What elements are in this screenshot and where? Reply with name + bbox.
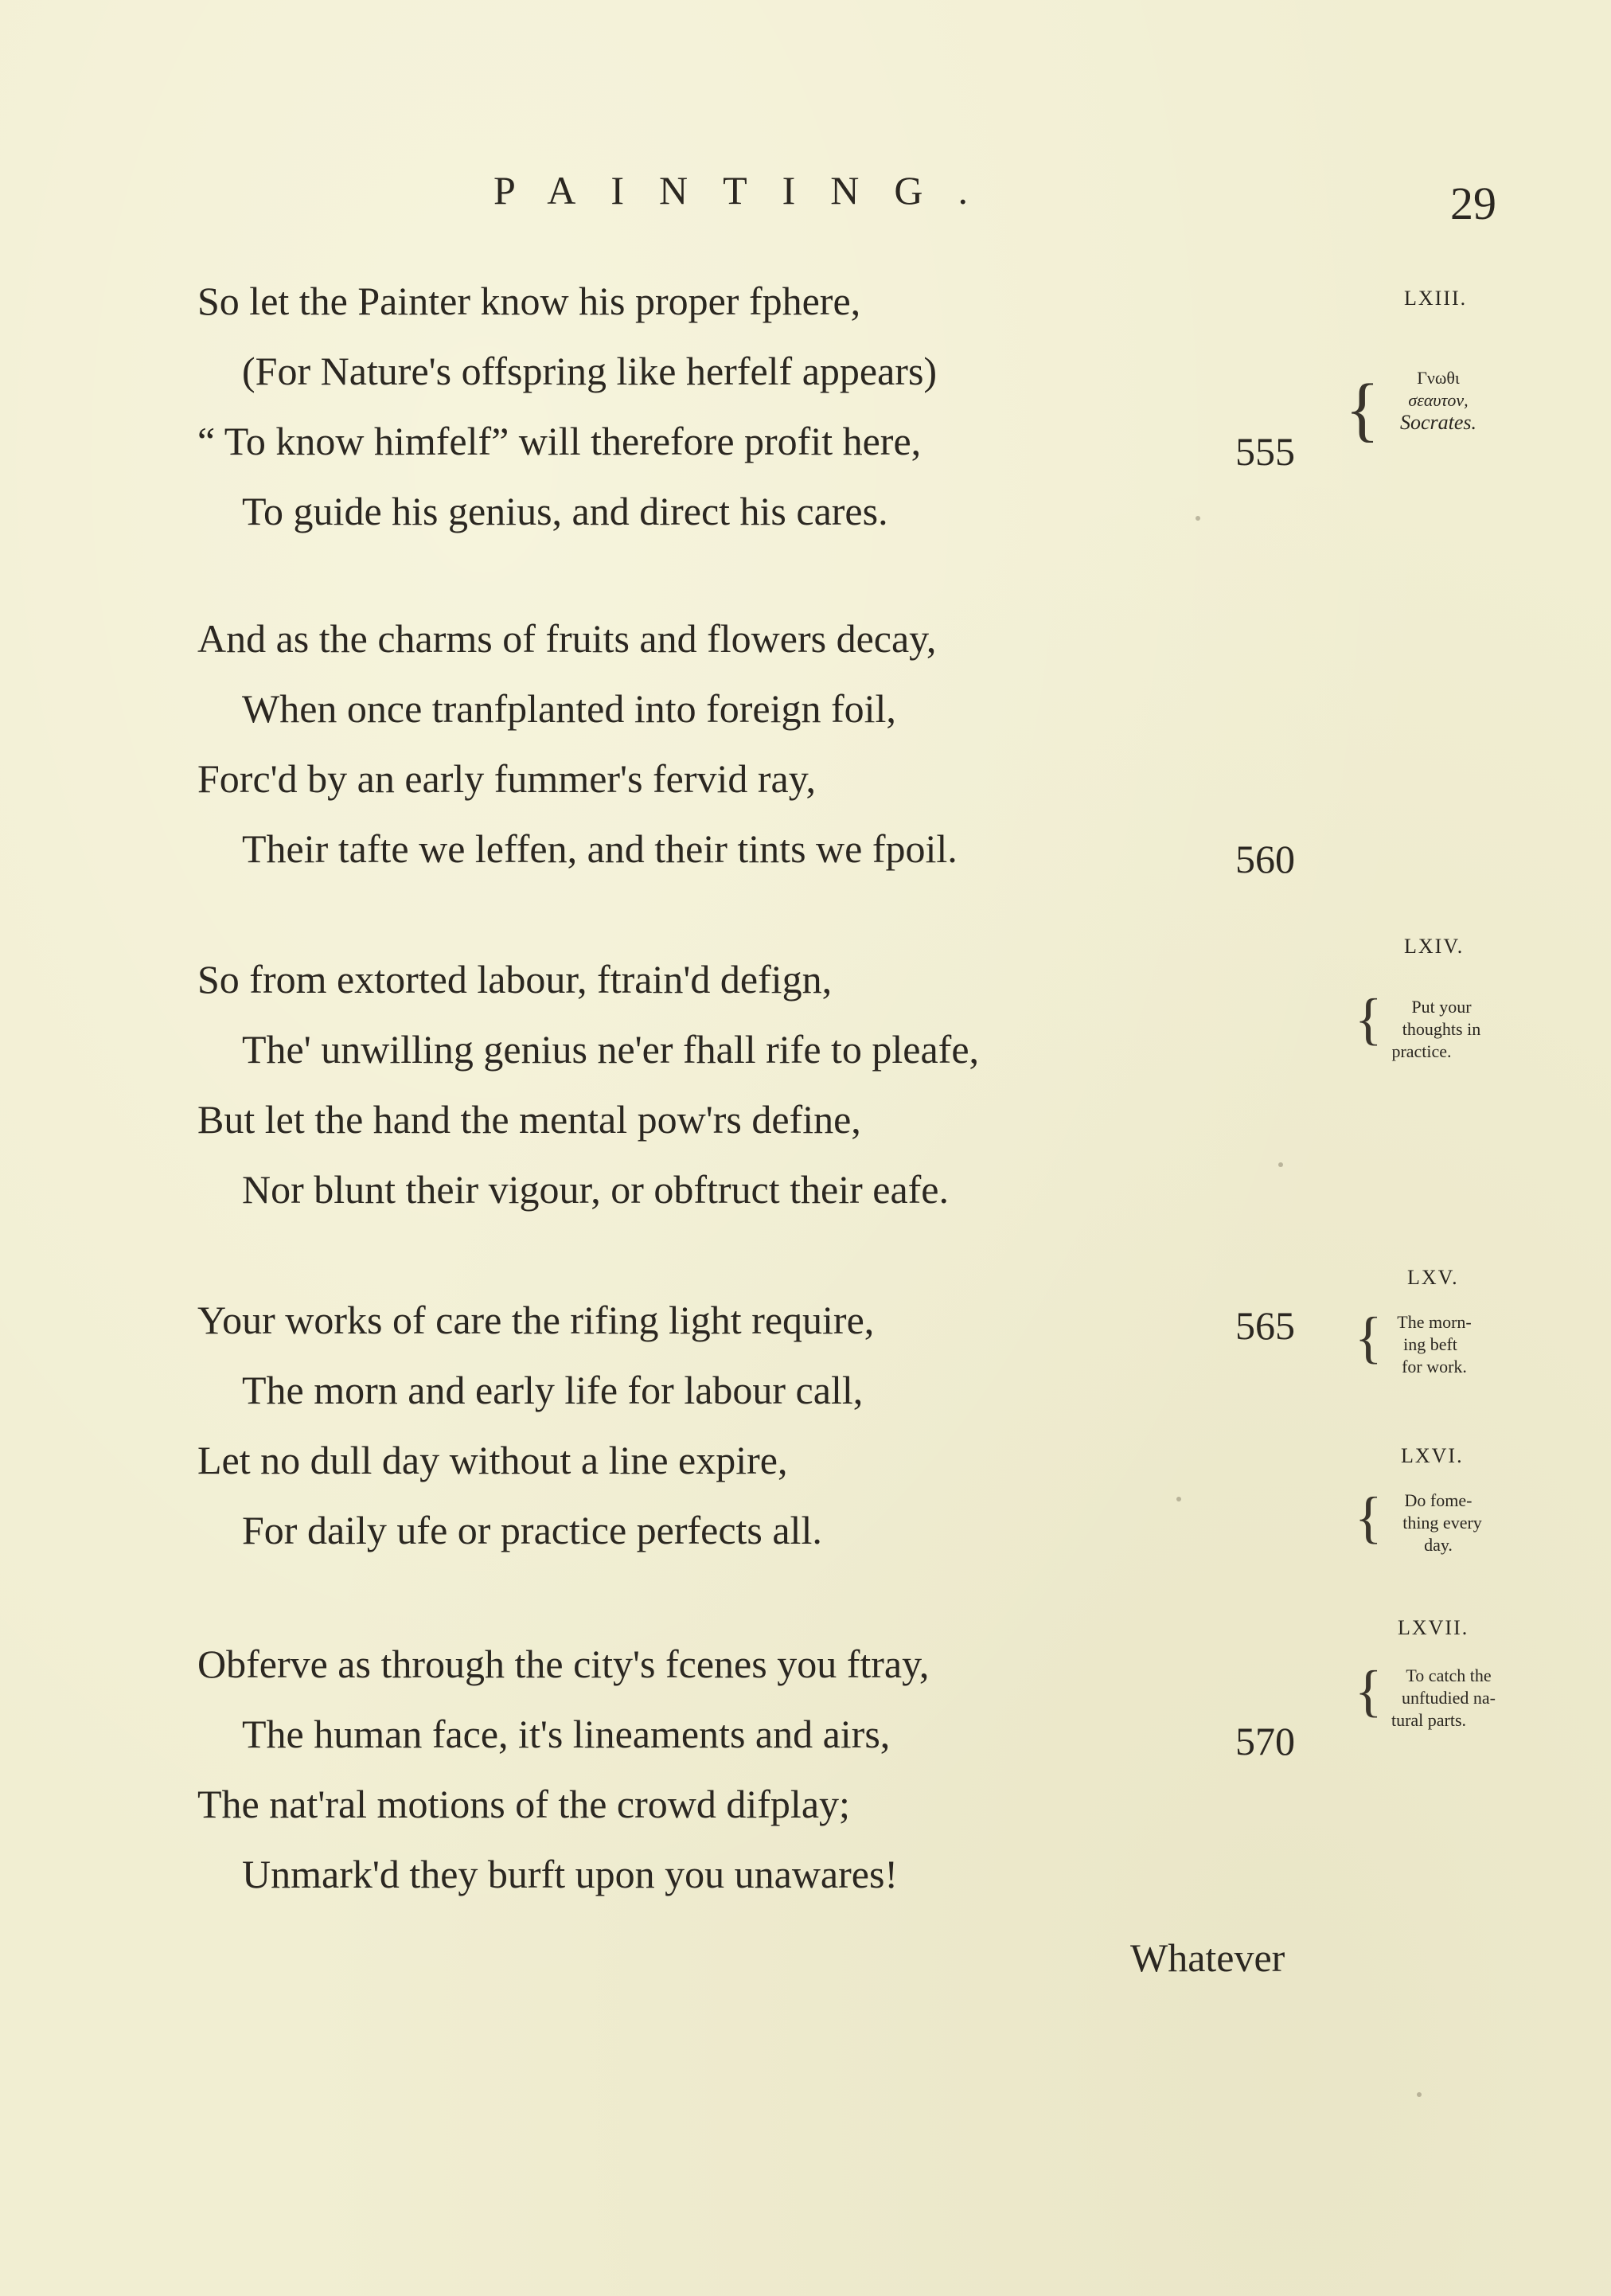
side-note-text: thing every [1402, 1513, 1482, 1533]
verse-line: Forc'd by an early fummer's fervid ray, [197, 756, 817, 801]
paper-speck [1278, 1162, 1283, 1167]
verse-line: The human face, it's lineaments and airs, [242, 1712, 891, 1756]
verse-line: Your works of care the rifing light require, [197, 1298, 875, 1342]
verse-line: Nor blunt their vigour, or obftruct their eafe. [242, 1167, 949, 1212]
verse-line: (For Nature's offspring like herfelf appears) [242, 349, 938, 393]
side-note-text: unftudied na- [1402, 1688, 1496, 1708]
line-number: 560 [1235, 837, 1295, 881]
page-number: 29 [1450, 178, 1496, 229]
running-head: PAINTING. [493, 168, 1003, 213]
verse-line: For daily ufe or practice perfects all. [242, 1508, 822, 1552]
verse-line: Obferve as through the city's fcenes you ftray, [197, 1642, 930, 1686]
side-note-text: The morn- [1397, 1312, 1472, 1332]
brace-icon: { [1355, 1659, 1383, 1723]
side-note-text: day. [1424, 1535, 1453, 1555]
brace-icon: { [1355, 987, 1383, 1051]
verse-line: The' unwilling genius ne'er fhall rife to pleafe, [242, 1027, 980, 1072]
side-note-text: σεαυτον, [1408, 390, 1469, 410]
verse-line: And as the charms of fruits and flowers decay, [197, 616, 937, 661]
brace-icon: { [1345, 370, 1380, 449]
side-note-text: thoughts in [1402, 1019, 1481, 1039]
side-note-numeral: LXIV. [1404, 935, 1465, 958]
side-note-numeral: LXIII. [1404, 287, 1468, 310]
verse-line: Unmark'd they burft upon you unawares! [242, 1852, 899, 1896]
side-note-text: practice. [1391, 1041, 1452, 1061]
line-number: 555 [1235, 429, 1295, 474]
verse-line: The morn and early life for labour call, [242, 1368, 864, 1412]
verse-line: So let the Painter know his proper fphere, [197, 279, 861, 323]
paper-speck [1196, 516, 1200, 521]
paper-speck [1417, 2092, 1422, 2097]
catchword: Whatever [1130, 1935, 1285, 1980]
verse-line: To guide his genius, and direct his cares. [242, 489, 888, 533]
line-number: 570 [1235, 1719, 1295, 1763]
brace-icon: { [1355, 1486, 1383, 1549]
side-note-numeral: LXVII. [1398, 1616, 1469, 1639]
verse-line: But let the hand the mental pow'rs define, [197, 1097, 861, 1142]
line-number: 565 [1235, 1303, 1295, 1348]
verse-line: “ To know himfelf” will therefore profit here, [197, 419, 922, 463]
verse-line: Their tafte we leffen, and their tints we fpoil. [242, 826, 958, 871]
side-note-text: tural parts. [1391, 1710, 1467, 1730]
verse-line: When once tranfplanted into foreign foil, [242, 686, 896, 731]
side-note-text: Do fome- [1404, 1490, 1473, 1510]
side-note-numeral: LXVI. [1401, 1444, 1464, 1467]
paper-speck [1176, 1497, 1181, 1501]
side-note-text: Put your [1411, 997, 1472, 1017]
verse-line: So from extorted labour, ftrain'd defign, [197, 957, 833, 1002]
side-note-text: for work. [1402, 1357, 1467, 1376]
side-note-numeral: LXV. [1407, 1266, 1459, 1289]
side-note-text: ing beft [1403, 1334, 1457, 1354]
verse-line: The nat'ral motions of the crowd difplay; [197, 1782, 850, 1826]
brace-icon: { [1355, 1306, 1383, 1369]
side-note-text: Γνωθι [1417, 368, 1460, 388]
side-note-text: To catch the [1406, 1665, 1492, 1685]
side-note-text: Socrates. [1399, 411, 1477, 434]
verse-line: Let no dull day without a line expire, [197, 1438, 788, 1482]
